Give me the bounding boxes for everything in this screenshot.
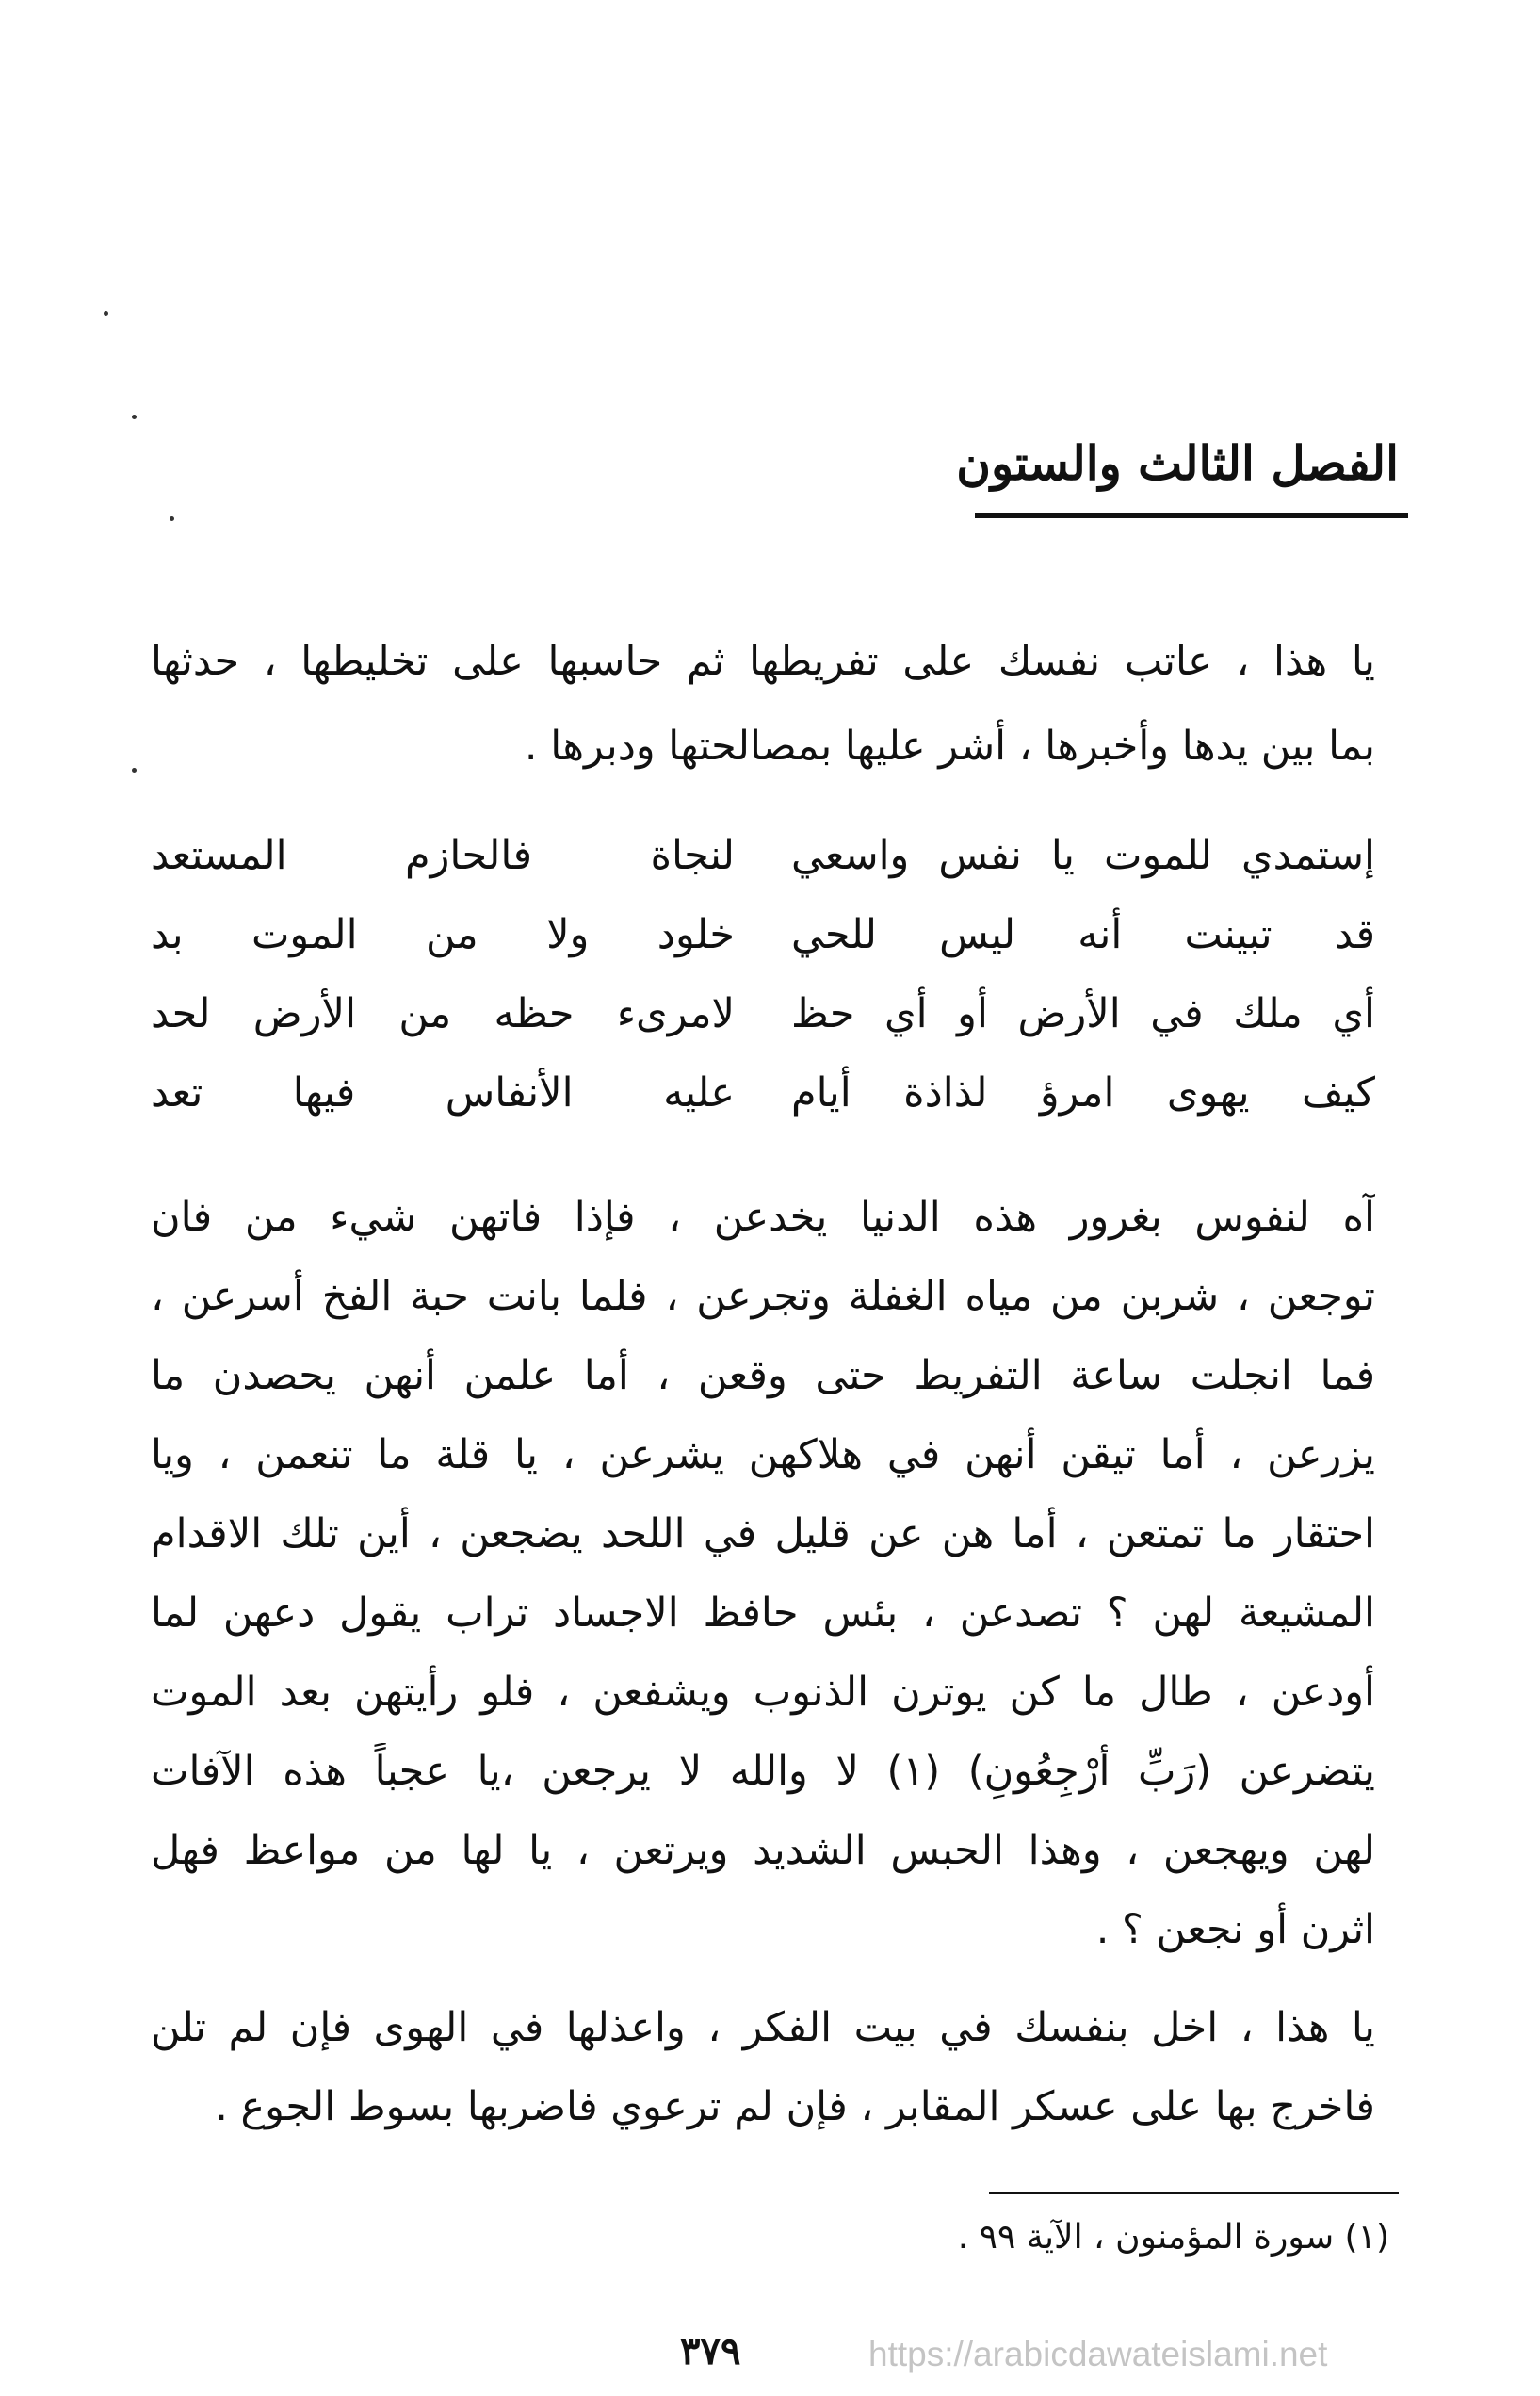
verse-first-hemistich: أي ملك في الأرض أو أي حظ	[791, 990, 1375, 1037]
paragraph-line: فاخرج بها على عسكر المقابر ، فإن لم ترعوي فاضربها بسوط الجوع .	[215, 2083, 1375, 2130]
watermark-url: https://arabicdawateislami.net	[868, 2335, 1328, 2373]
paragraph-line: أودعن ، طال ما كن يوترن الذنوب ويشفعن ، فلو رأيتهن بعد الموت	[151, 1669, 1375, 1716]
paragraph-line: توجعن ، شربن من مياه الغفلة وتجرعن ، فلما بانت حبة الفخ أسرعن ،	[151, 1273, 1375, 1320]
footnote: (١) سورة المؤمنون ، الآية ٩٩ .	[957, 2218, 1389, 2257]
paragraph-line: يتضرعن (رَبِّ أرْجِعُونِ) (١) لا والله لا يرجعن ،يا عجباً هذه الآفات	[151, 1748, 1375, 1795]
poem-verse	[151, 827, 1375, 884]
verse-second-hemistich: خلود ولا من الموت بد	[151, 911, 735, 958]
chapter-title: الفصل الثالث والستون	[956, 435, 1399, 491]
verse-first-hemistich: قد تبينت أنه ليس للحي	[791, 911, 1375, 958]
poem-verse	[151, 906, 1375, 963]
paragraph-line: آه لنفوس بغرور هذه الدنيا يخدعن ، فإذا فاتهن شيء من فان	[151, 1194, 1375, 1241]
verse-first-hemistich: كيف يهوى امرؤ لذاذة أيام	[791, 1069, 1375, 1117]
paragraph-line: المشيعة لهن ؟ تصدعن ، بئس حافظ الاجساد تراب يقول دعهن لما	[151, 1589, 1375, 1637]
verse-second-hemistich: لامرىء حظه من الأرض لحد	[151, 990, 735, 1037]
paragraph-line: احتقار ما تمتعن ، أما هن عن قليل في اللحد يضجعن ، أين تلك الاقدام	[151, 1510, 1375, 1557]
paragraph-line: اثرن أو نجعن ؟ .	[1095, 1906, 1375, 1953]
scan-speck	[104, 311, 108, 316]
title-underline	[975, 513, 1408, 518]
verse-second-hemistich: عليه الأنفاس فيها تعد	[151, 1069, 735, 1117]
poem-verse	[151, 986, 1375, 1042]
verse-second-hemistich: لنجاة فالحازم المستعد	[151, 832, 735, 879]
paragraph-line: فما انجلت ساعة التفريط حتى وقعن ، أما علمن أنهن يحصدن ما	[151, 1352, 1375, 1399]
poem-verse	[151, 1065, 1375, 1121]
paragraph-line: لهن ويهجعن ، وهذا الحبس الشديد ويرتعن ، يا لها من مواعظ فهل	[151, 1827, 1375, 1874]
scan-speck	[170, 516, 174, 521]
paragraph-line: بما بين يدها وأخبرها ، أشر عليها بمصالحتها ودبرها .	[524, 723, 1375, 770]
paragraph-line: يزرعن ، أما تيقن أنهن في هلاكهن يشرعن ، يا قلة ما تنعمن ، ويا	[151, 1431, 1375, 1478]
verse-first-hemistich: إستمدي للموت يا نفس واسعي	[791, 832, 1375, 879]
footnote-separator	[989, 2192, 1399, 2194]
scan-speck	[132, 415, 137, 419]
paragraph-line: يا هذا ، عاتب نفسك على تفريطها ثم حاسبها على تخليطها ، حدثها	[151, 638, 1375, 685]
page-number: ٣٧٩	[680, 2329, 741, 2373]
scan-speck	[132, 768, 137, 773]
paragraph-line: يا هذا ، اخل بنفسك في بيت الفكر ، واعذلها في الهوى فإن لم تلن	[151, 2004, 1375, 2051]
